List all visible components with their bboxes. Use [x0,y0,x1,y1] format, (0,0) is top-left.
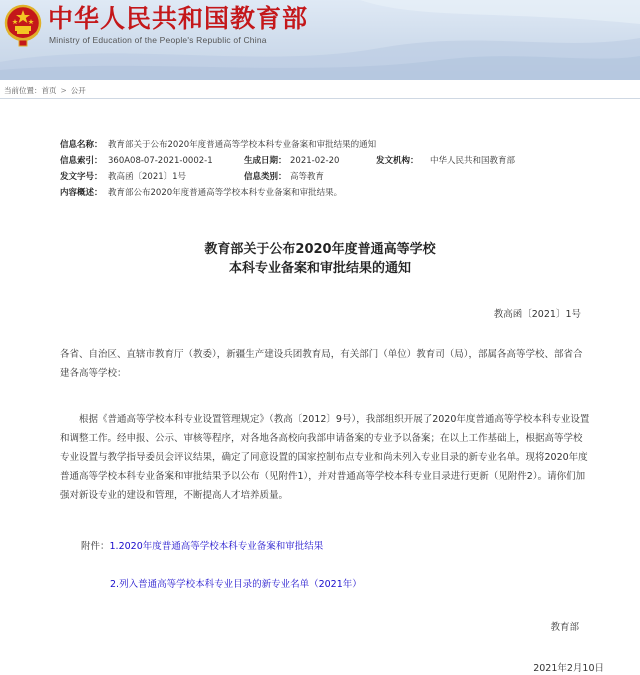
issuer-value: 中华人民共和国教育部 [430,156,516,166]
site-header [0,0,640,80]
article-title [0,240,640,278]
document-meta [60,137,600,201]
date-label: 生成日期： [244,156,287,166]
doc-no-label: 发文字号： [60,172,103,182]
article-title-line2: 本科专业备案和审批结果的通知 [228,261,411,276]
meta-row-info-name [60,137,600,153]
article-title-line1: 教育部关于公布2020年度普通高等学校 [204,242,436,257]
article-doc-number: 教高函〔2021〕1号 [493,309,581,320]
breadcrumb-current-link[interactable]: 公开 [70,86,86,95]
index-value: 360A08-07-2021-0002-1 [108,156,213,166]
article-addressee: 各省、自治区、直辖市教育厅（教委），新疆生产建设兵团教育局，有关部门（单位）教育司（局），部属各高等学校、部省合建各高等学校： [60,349,583,379]
attachment-2-link[interactable]: 2.列入普通高等学校本科专业目录的新专业名单（2021年） [110,579,362,590]
national-emblem-icon [4,4,42,48]
issuer-label: 发文机构： [376,156,419,166]
category-value: 高等教育 [290,172,325,182]
breadcrumb-separator-icon: > [60,86,67,95]
meta-row-index [60,153,600,169]
summary-label: 内容概述： [60,188,103,198]
attachments [81,538,323,552]
breadcrumb [4,85,86,96]
attachment-2 [110,576,362,590]
category-label: 信息类别： [244,172,287,182]
article-issuer: 教育部 [550,622,579,633]
attachment-1-link[interactable]: 1.2020年度普通高等学校本科专业备案和审批结果 [109,541,324,552]
meta-row-doc-no [60,169,600,185]
summary-value: 教育部公布2020年度普通高等学校本科专业备案和审批结果。 [108,188,343,198]
info-name-label: 信息名称： [60,140,103,150]
article-body: 根据《普通高等学校本科专业设置管理规定》（教高〔2012〕9号），我部组织开展了2020年度普通高等学校本科专业设置和调整工作。经申报、公示、审核等程序，对各地各高校向我部申请备案的专业予以备案；在以上工作基础上，根据高等学校专业设置与教学指导委员会评议结果，确定了同意设置的国家控制布点专业和尚未列入专业目录的新专业名单。现将2020年度普通高等学校本科专业备案和审批结果予以公布（见附件1），并对普通高等学校本科专业目录进行更新（见附件2）。请你们加强对新设专业的建设和管理，不断提高人才培养质量。 [60,414,590,501]
breadcrumb-prefix: 当前位置： [4,86,42,95]
site-title: 中华人民共和国教育部 [48,4,309,33]
site-subtitle: Ministry of Education of the People's Republic of China [49,35,267,45]
breadcrumb-home-link[interactable]: 首页 [41,86,57,95]
info-name-value: 教育部关于公布2020年度普通高等学校本科专业备案和审批结果的通知 [108,140,377,150]
index-label: 信息索引： [60,156,103,166]
doc-no-value: 教高函〔2021〕1号 [108,172,187,182]
meta-row-summary [60,185,600,201]
article-issue-date: 2021年2月10日 [533,663,604,674]
attachments-label: 附件： [81,541,110,552]
date-value: 2021-02-20 [290,156,340,166]
divider [0,98,640,99]
